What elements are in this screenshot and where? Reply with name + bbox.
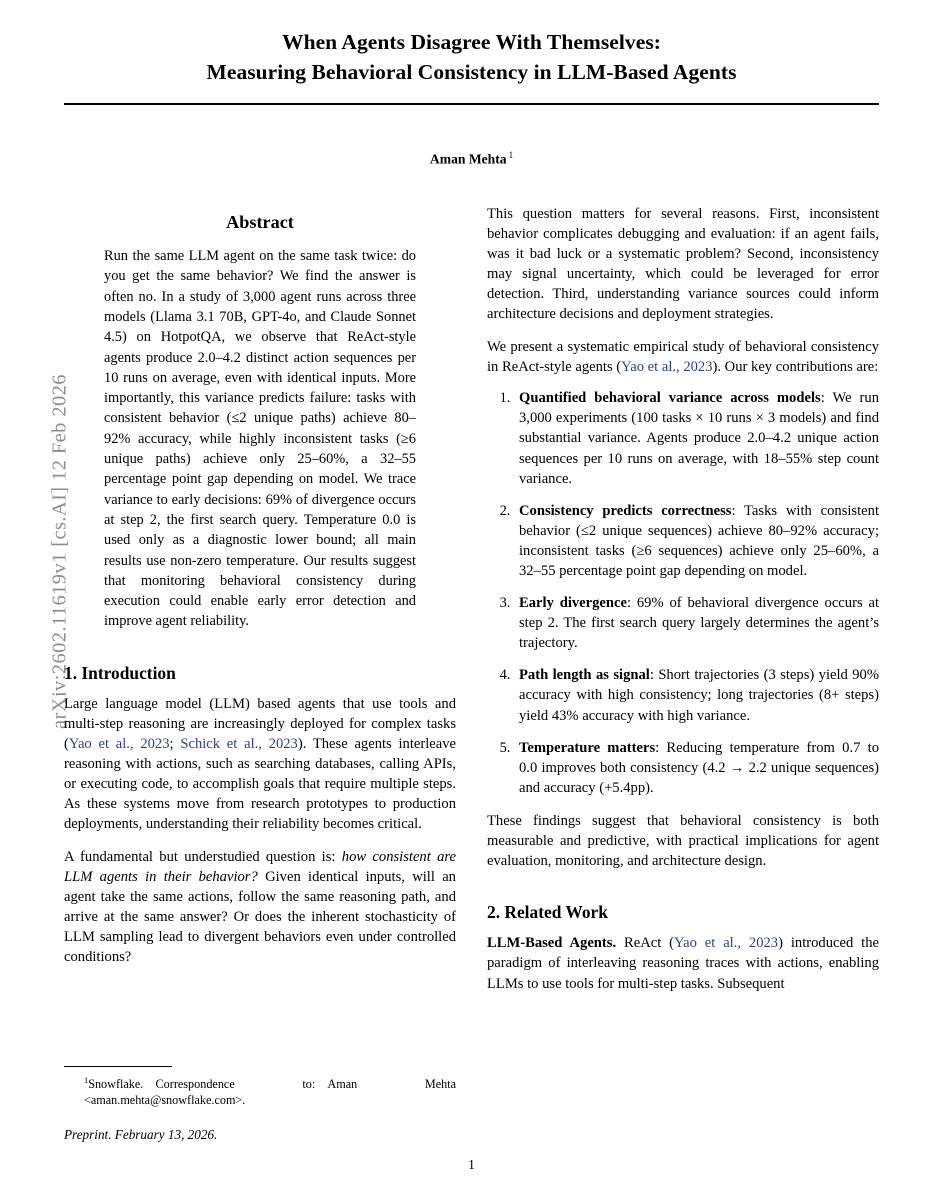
contribution-text: : Tasks with consistent behavior (≤2 unique sequences) achieve 80–92% accuracy; inconsistent tasks (≥6 sequences) achieve only 25–60%, a 32–55 percentage point gap depending on model. — [519, 502, 879, 579]
citation-schick-2023[interactable]: Schick et al., 2023 — [180, 736, 298, 753]
right-p2-text-b: ). Our key contributions are: — [712, 359, 879, 376]
right-paragraph-3: These findings suggest that behavioral consistency is both measurable and predictive, with practical implications for agent evaluation, monitoring, and architecture design. — [487, 812, 879, 870]
page-title — [64, 0, 879, 87]
left-column — [64, 204, 456, 980]
contribution-text: : We run 3,000 experiments (100 tasks × 10 runs × 3 models) and find substantial variance. Agents produce 2.0–4.2 unique action sequences per 10 runs on average, with 18–55% step count variance. — [519, 390, 879, 487]
contributions-list — [487, 388, 879, 798]
list-item — [514, 593, 879, 653]
intro-paragraph-1 — [64, 694, 456, 835]
arxiv-stamp: arXiv:2602.11619v1 [cs.AI] 12 Feb 2026 — [48, 374, 71, 729]
intro-p1-sep: ; — [169, 736, 181, 753]
page-number: 1 — [468, 1157, 475, 1172]
list-item — [514, 501, 879, 581]
abstract-block — [104, 212, 416, 632]
intro-p1-text-c: ). These agents interleave reasoning with actions, such as searching databases, calling APIs, or executing code, to accomplish goals that require multiple steps. As these systems move from research prototypes to production deployments, understanding their reliability becomes critical. — [64, 736, 456, 833]
author-name: Aman Mehta — [429, 151, 507, 167]
related-work-text-b: ) introduced the paradigm of interleaving reasoning traces with actions, enabling LLMs to use tools for multi-step tasks. Subsequent — [487, 935, 879, 992]
right-p2-text-a: We present a systematic empirical study of behavioral consistency in ReAct-style agents ( — [487, 339, 879, 376]
footnote-area — [64, 1066, 456, 1143]
citation-yao-2023[interactable]: Yao et al., 2023 — [68, 736, 170, 753]
contribution-title: Early divergence — [519, 595, 627, 612]
preprint-notice: Preprint. February 13, 2026. — [64, 1127, 218, 1143]
related-work-text-a: ReAct ( — [616, 935, 675, 952]
footnote-text — [64, 1073, 456, 1108]
abstract-body: Run the same LLM agent on the same task twice: do you get the same behavior? We find the answer is often no. In a study of 3,000 agent runs across three models (Llama 3.1 70B, GPT-4o, and Claude Sonnet 4.5) on HotpotQA, we observe that ReAct-style agents produce 2.0–4.2 distinct action sequences per 10 runs on average, even with identical inputs. More importantly, this variance predicts failure: tasks with consistent behavior (≤2 unique paths) achieve 80–92% accuracy, while highly inconsistent tasks (≥6 unique paths) achieve only 25–60%, a 32–55 percentage point gap depending on model. We trace variance to early decisions: 69% of divergence occurs at step 2, the first search query. Temperature 0.0 is used only as a diagnostic lower bound; all main results use non-zero temperature. Our results suggest that monitoring behavioral consistency during execution could enable early error detection and improve agent reliability. — [104, 248, 416, 630]
related-work-lead-in: LLM-Based Agents. — [487, 935, 617, 952]
related-work-paragraph-1 — [487, 933, 879, 993]
list-item — [514, 388, 879, 488]
list-item — [514, 665, 879, 725]
footnote-marker: 1 — [84, 1076, 89, 1085]
author-line — [64, 150, 879, 168]
right-column — [487, 204, 879, 1006]
section-heading-related-work: 2. Related Work — [487, 902, 608, 923]
paper-content — [64, 0, 879, 1200]
intro-p1-text-a: Large language model (LLM) based agents that use tools and multi-step reasoning are increasingly deployed for complex tasks ( — [64, 695, 456, 753]
contribution-text: : Short trajectories (3 steps) yield 90% accuracy with high consistency; long trajectories (8+ steps) yield 43% accuracy with high variance. — [519, 667, 879, 724]
author-affiliation-marker: 1 — [508, 150, 514, 160]
body-columns — [64, 204, 879, 1164]
section-heading-introduction: 1. Introduction — [64, 662, 176, 683]
right-paragraph-2 — [487, 337, 879, 377]
list-item — [514, 738, 879, 798]
title-rule — [64, 103, 879, 105]
right-paragraph-1: This question matters for several reasons. First, inconsistent behavior complicates debugging and evaluation: if an agent fails, was it bad luck or a systematic problem? Second, inconsistency may signal uncertainty, which could be leveraged for error detection. Third, understanding variance sources could inform architecture decisions and deployment strategies. — [487, 206, 879, 323]
footnote-rule — [64, 1066, 172, 1067]
title-line-1: When Agents Disagree With Themselves: — [282, 30, 661, 54]
title-line-2: Measuring Behavioral Consistency in LLM-Based Agents — [206, 60, 737, 84]
citation-yao-2023-related[interactable]: Yao et al., 2023 — [674, 935, 779, 952]
contribution-title: Path length as signal — [519, 667, 650, 684]
intro-p2-emphasis: how consistent are LLM agents in their behavior? — [64, 848, 456, 886]
abstract-heading: Abstract — [226, 212, 294, 232]
contribution-title: Temperature matters — [519, 739, 656, 756]
contribution-text: : Reducing temperature from 0.7 to 0.0 improves both consistency (4.2 → 2.2 unique sequences) and accuracy (+5.4pp). — [519, 739, 879, 796]
intro-p2-text-b: Given identical inputs, will an agent take the same actions, follow the same reasoning path, and arrive at the same answer? Or does the inherent stochasticity of LLM sampling lead to divergent behaviors even under controlled conditions? — [64, 869, 456, 966]
citation-yao-2023-right[interactable]: Yao et al., 2023 — [621, 359, 713, 376]
contribution-title: Consistency predicts correctness — [519, 502, 732, 519]
contribution-text: : 69% of behavioral divergence occurs at step 2. The first search query largely determines the agent’s trajectory. — [519, 595, 879, 652]
intro-paragraph-2 — [64, 847, 456, 968]
footnote-body: Snowflake. Correspondence to: Aman Mehta <aman.mehta@snowflake.com>. — [84, 1077, 456, 1108]
intro-p2-text-a: A fundamental but understudied question is: — [64, 848, 342, 865]
contribution-title: Quantified behavioral variance across models — [519, 390, 821, 407]
